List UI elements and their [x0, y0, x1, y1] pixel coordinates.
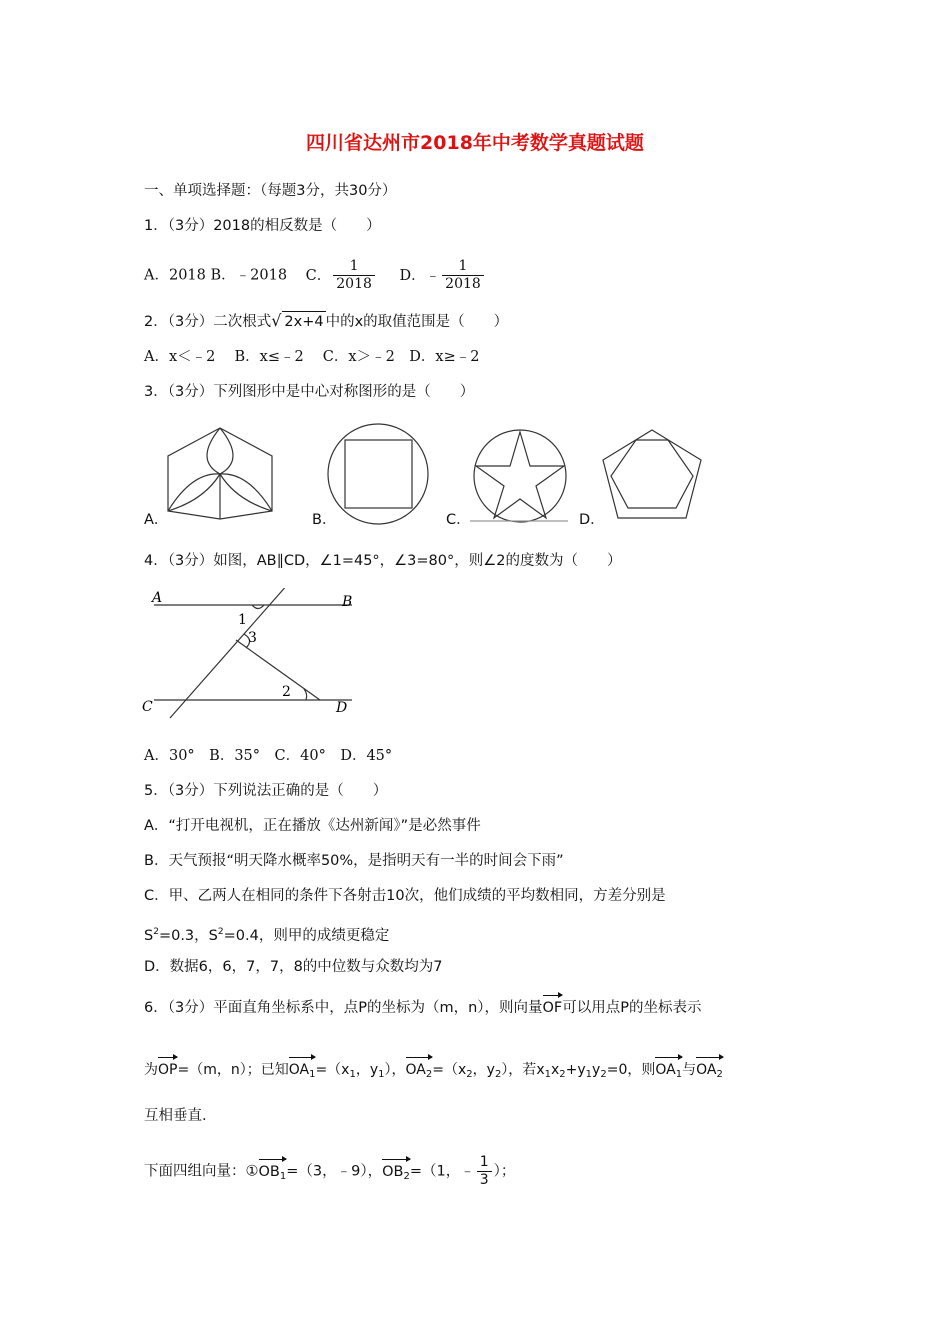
question-6-line4 [144, 1154, 515, 1189]
label-a: A [152, 590, 163, 606]
text-part: 与 [682, 1062, 697, 1078]
vector-name: OB [382, 1163, 404, 1180]
q3-label-d: D． [579, 512, 605, 528]
subscript: 2 [600, 1069, 607, 1080]
q1-option-b: B．﹣2018 [210, 267, 288, 284]
fraction-denominator: 2018 [336, 276, 372, 292]
vector-oa2 [406, 1056, 433, 1085]
q5-option-b: B．天气预报“明天降水概率50%，是指明天有一半的时间会下雨” [144, 853, 564, 869]
section-heading: 一、单项选择题：（每题3分，共30分） [144, 183, 397, 199]
subscript: 1 [349, 1069, 356, 1080]
q3-label-b: B． [312, 512, 337, 528]
text-part: +y [565, 1062, 586, 1078]
question-4-stem: 4．（3分）如图，AB∥CD，∠1=45°，∠3=80°，则∠2的度数为（ ） [144, 553, 622, 569]
text-part: 6．（3分）平面直角坐标系中，点P的坐标为（m，n），则向量 [144, 1000, 543, 1016]
text-part: =（m，n）；已知 [177, 1062, 289, 1078]
subscript: 2 [425, 1069, 433, 1080]
text-part: =0，则 [606, 1062, 656, 1078]
label-angle-2: 2 [282, 684, 291, 700]
vector-of: OF [543, 994, 563, 1018]
question-6-line3: 互相垂直. [144, 1108, 207, 1124]
text-part: =（x [432, 1062, 467, 1078]
label-c: C [142, 699, 153, 715]
question-1-options [144, 258, 486, 293]
q3-figures [140, 420, 720, 532]
q3-label-c: C． [446, 512, 471, 528]
vector-op: OP [158, 1056, 177, 1080]
label-angle-1: 1 [238, 612, 247, 628]
text-part: =0.3，S [158, 928, 218, 944]
fraction-numerator: 1 [442, 258, 484, 276]
q5-option-d: D．数据6，6，7，7，8的中位数与众数均为7 [144, 959, 443, 975]
q4-geometry-figure [140, 588, 360, 720]
text-part: 可以用点P的坐标表示 [562, 1000, 702, 1016]
question-3-stem: 3．（3分）下列图形中是中心对称图形的是（ ） [144, 384, 475, 400]
s-symbol: S [144, 928, 154, 944]
label-d: D [336, 700, 348, 716]
q1-option-c-fraction [333, 258, 375, 293]
subscript: 1 [378, 1069, 385, 1080]
q1-option-d-fraction [442, 258, 484, 293]
vector-name: OB [258, 1163, 280, 1180]
question-5-stem: 5．（3分）下列说法正确的是（ ） [144, 783, 388, 799]
text-part: ，y [472, 1062, 495, 1078]
q2-stem-pre: 2．（3分）二次根式 [144, 314, 272, 330]
page-title: 四川省达州市2018年中考数学真题试题 [306, 132, 644, 154]
vector-oa1 [289, 1056, 316, 1085]
vector-name: OA [655, 1062, 676, 1078]
text-part: ，y [355, 1062, 379, 1078]
q3-label-a: A． [144, 512, 169, 528]
q2-stem-post: 中的x的取值范围是（ ） [325, 314, 509, 330]
segment-to-d [236, 640, 320, 700]
question-6-line2 [144, 1056, 723, 1085]
q2-radicand: 2x+4 [282, 311, 325, 332]
text-part: ）， [384, 1062, 406, 1078]
vector-ob2 [382, 1158, 410, 1187]
vector-ob1 [259, 1158, 287, 1187]
vector-oa1-b [655, 1056, 682, 1085]
subscript: 2 [559, 1069, 566, 1080]
subscript: 2 [494, 1069, 502, 1080]
q3-figure-c-circle-star [470, 430, 568, 522]
vector-name: OA [405, 1062, 426, 1078]
text-part: ）； [493, 1163, 516, 1180]
q5-option-c-line2 [144, 922, 389, 946]
question-1-stem: 1．（3分）2018的相反数是（ ） [144, 218, 381, 234]
text-part: =0.4，则甲的成绩更稳定 [223, 928, 390, 944]
q1-option-c-label: C． [305, 267, 332, 284]
question-2-stem: 2．（3分）二次根式√ 2x+4 中的x的取值范围是（ ） [144, 311, 509, 330]
q1-option-d-label: D．﹣ [399, 267, 441, 284]
question-2-options: A．x＜﹣2 B．x≤﹣2 C．x＞﹣2 D．x≥﹣2 [144, 349, 480, 365]
text-part: =（3，﹣9）， [286, 1163, 383, 1180]
fraction-numerator: 1 [333, 258, 375, 276]
subscript: 2 [403, 1170, 410, 1182]
subscript: 1 [544, 1069, 551, 1080]
q3-figure-d-pentagon-hexagon [603, 430, 701, 518]
subscript: 1 [675, 1069, 683, 1080]
transversal-line [170, 588, 288, 718]
label-b: B [342, 594, 353, 610]
q1-option-a: A．2018 [144, 267, 206, 284]
text-part: ），若 [501, 1062, 537, 1078]
fraction-numerator: 1 [477, 1154, 492, 1172]
vector-name: OA [696, 1062, 717, 1078]
fraction-denominator: 3 [479, 1172, 489, 1188]
subscript: 1 [309, 1069, 316, 1080]
q3-figure-a-hexagon [168, 428, 272, 519]
exponent: 2 [153, 927, 159, 937]
text-part: 下面四组向量：① [144, 1163, 259, 1180]
subscript: 2 [466, 1069, 473, 1080]
subscript: 1 [585, 1069, 593, 1080]
question-4-options: A．30° B．35° C．40° D．45° [144, 748, 393, 764]
fraction-denominator: 2018 [445, 276, 481, 292]
text-part: x [536, 1062, 545, 1078]
label-angle-3: 3 [248, 630, 257, 646]
text-part: =（x [315, 1062, 350, 1078]
exponent: 2 [217, 927, 224, 937]
q5-option-a: A．“打开电视机，正在播放《达州新闻》”是必然事件 [144, 818, 481, 834]
text-part: 为 [144, 1062, 158, 1078]
text-part: x [550, 1062, 560, 1078]
subscript: 1 [279, 1170, 287, 1182]
q3-figure-b-circle-square [328, 424, 428, 524]
vector-name: OA [288, 1062, 310, 1078]
subscript: 2 [716, 1069, 723, 1080]
fraction-one-third [477, 1154, 492, 1189]
q5-option-c-line1: C．甲、乙两人在相同的条件下各射击10次，他们成绩的平均数相同，方差分别是 [144, 888, 666, 904]
text-part: y [592, 1062, 601, 1078]
question-6-line1 [144, 994, 702, 1018]
vector-oa2-b [696, 1056, 723, 1085]
text-part: =（1，﹣ [409, 1163, 475, 1180]
